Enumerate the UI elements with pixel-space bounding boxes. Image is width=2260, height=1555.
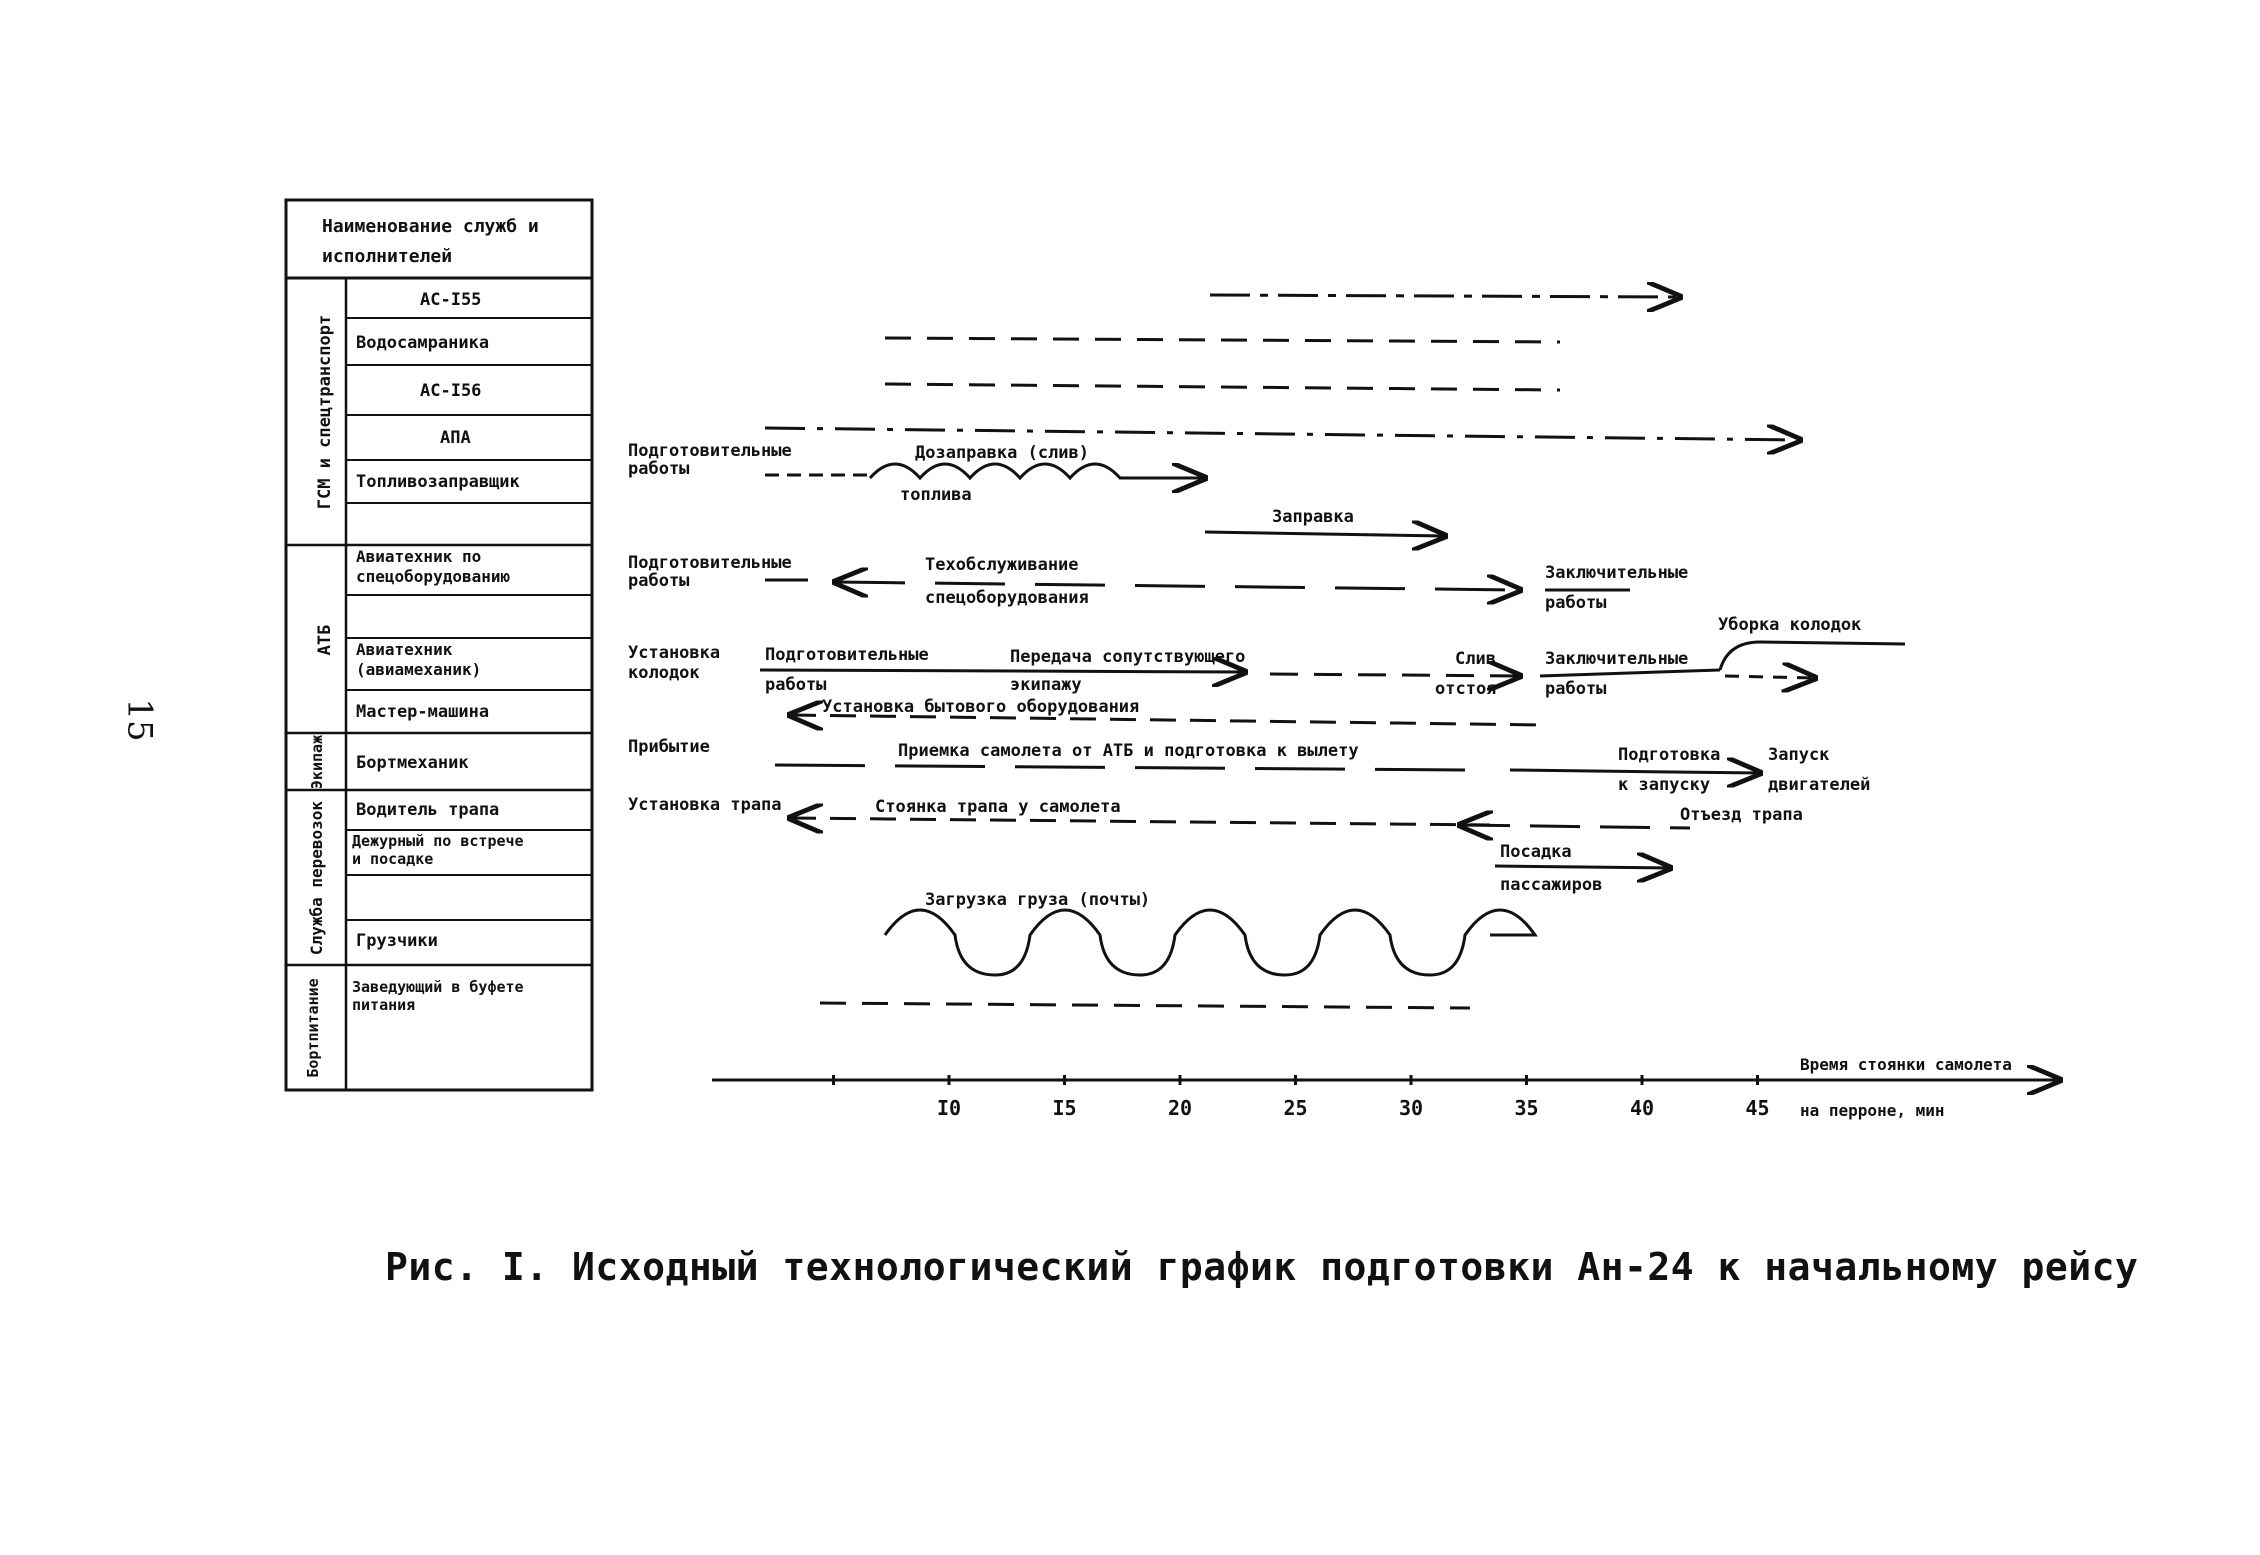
- row-label-loaders: Грузчики: [356, 931, 438, 951]
- bar-crew-main: [775, 765, 1465, 770]
- axis-tick-label: 40: [1629, 1096, 1655, 1120]
- label-uborka: Уборка колодок: [1718, 615, 1862, 635]
- bar-mech-kolodki: [1720, 642, 1905, 670]
- label-ekipazh-start: Прибытие: [628, 737, 710, 757]
- label-final-work-1a: Заключительные: [1545, 563, 1689, 583]
- label-final-work-2b: работы: [1545, 679, 1607, 699]
- row-label-flight-eng: Бортмеханик: [356, 753, 469, 773]
- row-label-tech-spec: Авиатехник по: [356, 547, 482, 566]
- row-label-buffet: Заведующий в буфете: [352, 978, 524, 996]
- label-otboy-trapa: Отъезд трапа: [1680, 805, 1803, 825]
- row-label-master: Мастер-машина: [356, 702, 490, 722]
- label-tech-maint-a: Техобслуживание: [925, 555, 1079, 575]
- axis-label-line1: Время стоянки самолета: [1800, 1055, 2012, 1074]
- axis-ticks: [834, 1075, 1770, 1120]
- time-axis: [712, 1055, 2060, 1120]
- bar-fuel-zapravka: [1205, 532, 1445, 536]
- axis-tick-label: I0: [936, 1096, 962, 1120]
- bar-boarding: [1495, 866, 1670, 868]
- bar-mech-final: [1540, 670, 1720, 676]
- label-final-work-2a: Заключительные: [1545, 649, 1689, 669]
- group-label-transport: Служба перевозок: [307, 800, 326, 956]
- label-zagruzka: Загрузка груза (почты): [925, 890, 1151, 910]
- row-label-buffet-2: питания: [352, 996, 416, 1014]
- bar-trap-off: [1460, 825, 1690, 828]
- row-label-apa: АПА: [440, 428, 471, 448]
- group-label-atb: АТБ: [315, 624, 335, 656]
- group-label-gsm: ГСМ и спецтранспорт: [315, 314, 335, 510]
- label-ustanovka-kolodok-b: колодок: [628, 663, 700, 683]
- axis-tick-label: I5: [1052, 1096, 1077, 1120]
- label-final-work-1b: работы: [1545, 593, 1607, 613]
- label-dozapravka-a: Дозаправка (слив): [915, 443, 1089, 463]
- label-prep-work-3a: Подготовительные: [765, 645, 929, 665]
- page-number: 15: [119, 698, 160, 742]
- label-dozapravka-b: топлива: [900, 485, 972, 505]
- row-label-as155: АС-I55: [420, 290, 482, 310]
- axis-tick-label: 30: [1398, 1096, 1424, 1120]
- label-peredacha-b: экипажу: [1010, 675, 1082, 695]
- row-label-tech-spec-2: спецоборудованию: [356, 567, 511, 586]
- label-tech-maint-b: спецоборудования: [925, 588, 1089, 608]
- label-stoyanka-trapa: Стоянка трапа у самолета: [875, 797, 1121, 817]
- row-label-tech-mech: Авиатехник: [356, 640, 453, 659]
- table-header-line2: исполнителей: [322, 246, 453, 267]
- row-label-fuel: Топливозаправщик: [356, 472, 520, 492]
- bar-mech-main: [760, 670, 1245, 672]
- bar-mech-kolodki-tail: [1725, 676, 1815, 678]
- axis-tick-label: 20: [1167, 1096, 1193, 1120]
- label-prep-work-2a: Подготовительные: [628, 553, 792, 573]
- bar-trap: [790, 818, 1490, 825]
- label-peredacha-a: Передача сопутствующего: [1010, 647, 1246, 667]
- row-label-duty-2: и посадке: [352, 850, 434, 868]
- label-podgotovka-zapusk-b: к запуску: [1618, 775, 1711, 795]
- label-ustanovka-bufeta: Установка бытового оборудования: [822, 697, 1140, 717]
- bar-as156: [885, 384, 1560, 390]
- label-zapusk-b: двигателей: [1768, 775, 1871, 795]
- label-ustanovka-kolodok-a: Установка: [628, 643, 721, 663]
- group-label-crew: Экипаж: [308, 734, 326, 790]
- axis-tick-label: 25: [1283, 1096, 1308, 1120]
- label-zapravka: Заправка: [1272, 507, 1354, 527]
- bar-fuel-wave: [870, 464, 1205, 478]
- bar-crew-prep: [1510, 770, 1760, 773]
- bar-catering: [820, 1003, 1470, 1008]
- axis-tick-label: 45: [1745, 1096, 1770, 1120]
- label-podgotovka-zapusk-a: Подготовка: [1618, 745, 1721, 765]
- row-label-as156: АС-I56: [420, 381, 482, 401]
- label-prep-work-1a: Подготовительные: [628, 441, 792, 461]
- row-label-water: Водосамраника: [356, 333, 490, 353]
- group-label-catering: Бортпитание: [304, 978, 322, 1078]
- bar-loading-wave: [885, 910, 1535, 975]
- label-prep-work-3b: работы: [765, 675, 827, 695]
- label-posadka-b: пассажиров: [1500, 875, 1603, 895]
- label-prep-work-1b: работы: [628, 459, 690, 479]
- label-ustanovka-trapa: Установка трапа: [628, 795, 782, 815]
- label-sliv-a: Слив: [1455, 649, 1496, 669]
- table-header-line1: Наименование служб и: [322, 216, 539, 237]
- row-label-duty: Дежурный по встрече: [352, 832, 524, 850]
- row-label-tech-mech-2: (авиамеханик): [356, 660, 482, 679]
- axis-tick-label: 35: [1514, 1096, 1539, 1120]
- bar-apa: [765, 428, 1800, 440]
- axis-label-line2: на перроне, мин: [1800, 1101, 1945, 1120]
- row-label-trap-driver: Водитель трапа: [356, 800, 500, 820]
- bar-as155: [1210, 295, 1680, 297]
- bar-water: [885, 338, 1560, 342]
- label-prep-work-2b: работы: [628, 571, 690, 591]
- label-posadka-a: Посадка: [1500, 842, 1572, 862]
- bar-mech-dash: [1270, 674, 1520, 676]
- label-priemka: Приемка самолета от АТБ и подготовка к вылету: [898, 741, 1359, 761]
- label-sliv-b: отстоя: [1435, 679, 1497, 699]
- label-zapusk-a: Запуск: [1768, 745, 1830, 765]
- figure-caption: Рис. I. Исходный технологический график подготовки Ан-24 к начальному рейсу: [385, 1245, 2139, 1289]
